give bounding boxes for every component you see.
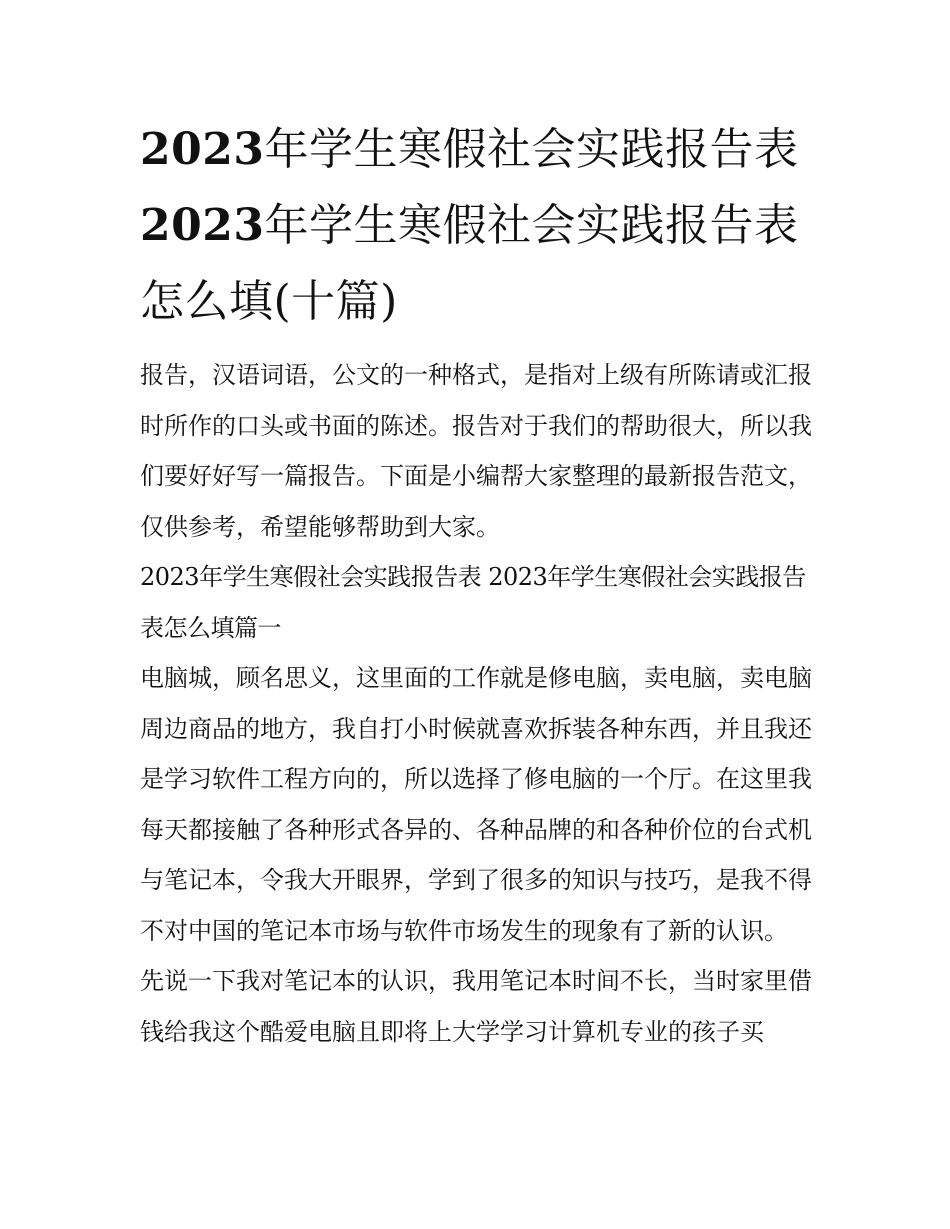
body-paragraph-2: 先说一下我对笔记本的认识，我用笔记本时间不长，当时家里借钱给我这个酷爱电脑且即将上大学学习计算机专业的孩子买 [140,967,812,1046]
document-title [140,112,812,340]
intro-paragraph: 报告，汉语词语，公文的一种格式，是指对上级有所陈请或汇报时所作的口头或书面的陈述。报告对于我们的帮助很大，所以我们要好好写一篇报告。下面是小编帮大家整理的最新报告范文，仅供参考，希望能够帮助到大家。 [140,361,812,541]
title-year-2: 2023 [140,200,265,251]
title-year-1: 2023 [140,124,265,175]
section-heading: 2023年学生寒假社会实践报告表 2023年学生寒假社会实践报告表怎么填篇一 [140,563,806,642]
document-page [140,112,812,1057]
title-text-2: 年学生寒假社会实践报告表怎么填(十篇) [140,200,799,327]
title-text-1: 年学生寒假社会实践报告表 [264,124,799,175]
body-paragraph-1: 电脑城，顾名思义，这里面的工作就是修电脑，卖电脑，卖电脑周边商品的地方，我自打小时候就喜欢拆装各种东西，并且我还是学习软件工程方向的，所以选择了修电脑的一个厅。在这里我每天都接触了各种形式各异的、各种品牌的和各种价位的台式机与笔记本，令我大开眼界，学到了很多的知识与技巧，是我不得不对中国的笔记本市场与软件市场发生的现象有了新的认识。 [140,664,812,945]
